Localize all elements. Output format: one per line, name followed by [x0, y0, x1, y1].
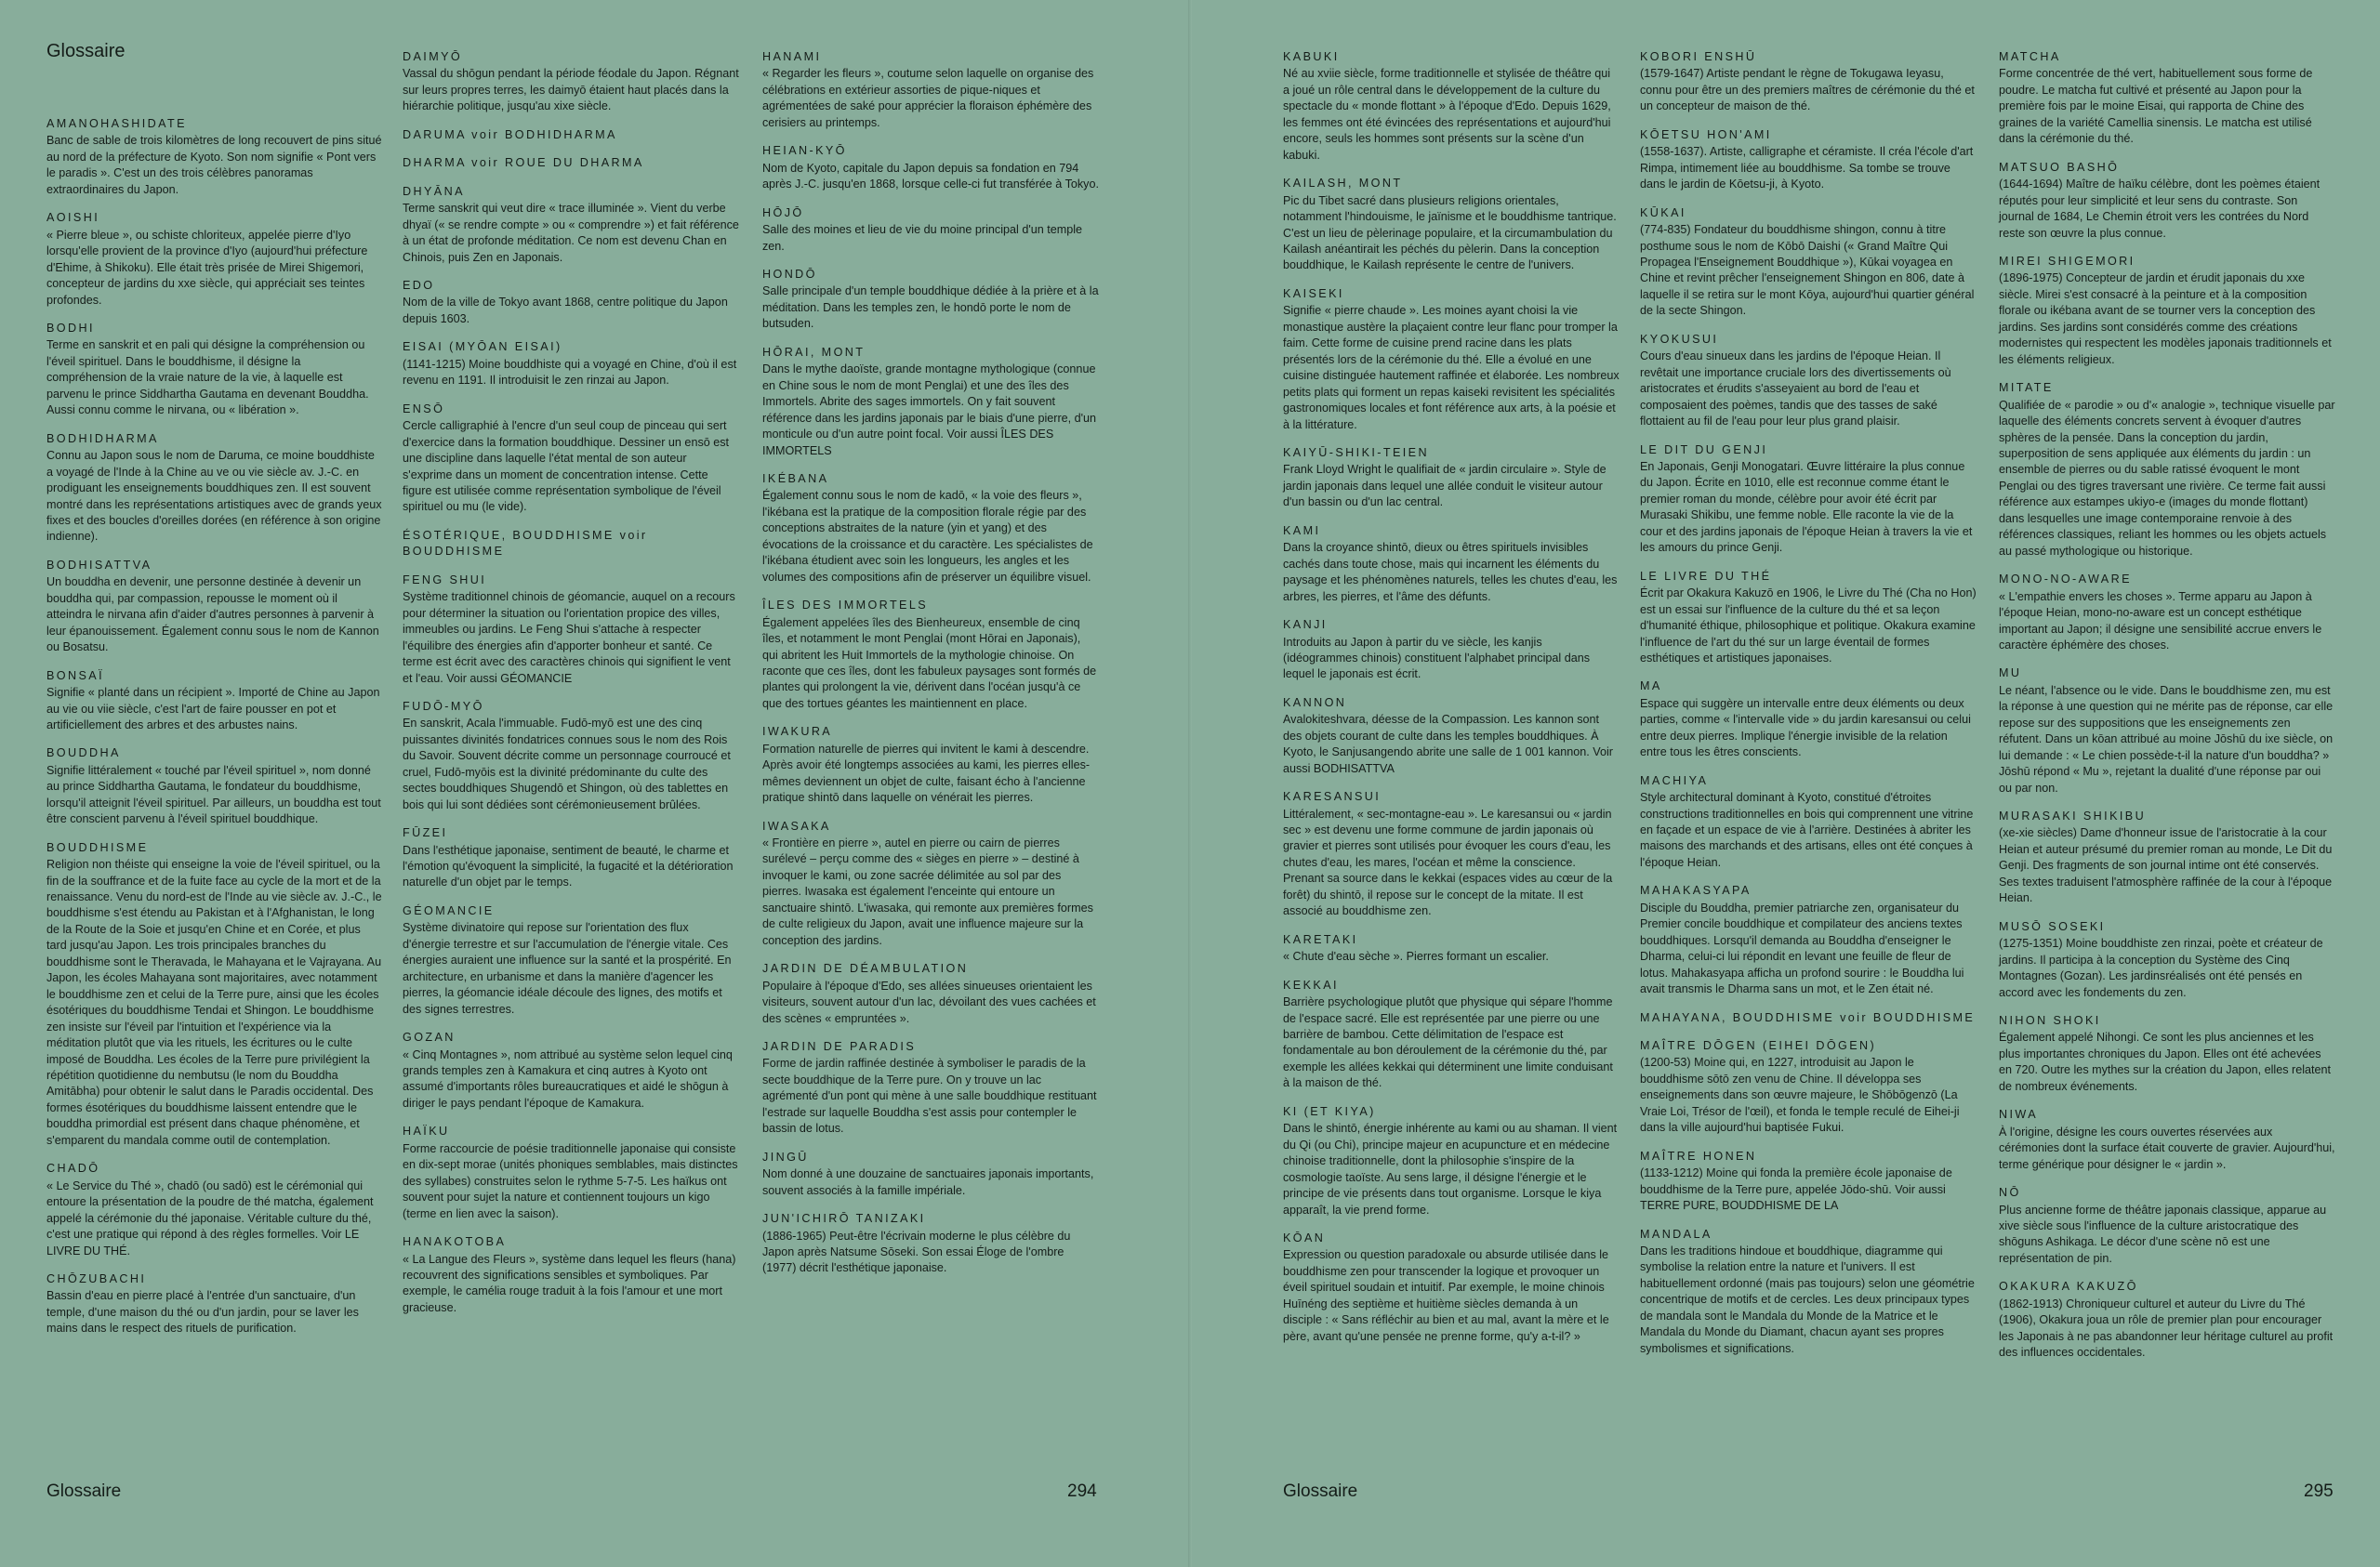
- glossary-term: ENSŌ: [403, 402, 445, 415]
- glossary-entry: [403, 573, 739, 687]
- glossary-definition: Nom de la ville de Tokyo avant 1868, centre politique du Japon depuis 1603.: [403, 296, 728, 325]
- glossary-entry: [1640, 332, 1977, 430]
- glossary-entry: [46, 668, 383, 734]
- glossary-term: MAHAYANA, BOUDDHISME voir BOUDDHISME: [1640, 1010, 1976, 1024]
- glossary-entry: [1640, 1038, 1977, 1137]
- glossary-definition: « Chute d'eau sèche ». Pierres formant un escalier.: [1283, 950, 1549, 964]
- glossary-entry: [46, 1271, 383, 1337]
- glossary-entry: [46, 210, 383, 309]
- glossary-entry: [1999, 1279, 2335, 1361]
- page-number: 295: [2304, 1481, 2334, 1501]
- glossary-term: KŪKAI: [1640, 205, 1686, 219]
- glossary-definition: Banc de sable de trois kilomètres de long recouvert de pins situé au nord de la préfecture de Kyoto. Son nom signifie « Pont vers le paradis ». C'est un des trois célèbres panoramas extraordinaires du Japon.: [46, 134, 382, 196]
- glossary-definition: Dans l'esthétique japonaise, sentiment de beauté, le charme et l'émotion qu'évoquent la simplicité, la fugacité et la détérioration naturelle d'un objet par le temps.: [403, 843, 734, 889]
- glossary-column-5: [1640, 49, 1977, 1369]
- glossary-term: DAIMYŌ: [403, 50, 463, 63]
- glossary-entry: [762, 267, 1099, 333]
- glossary-entry: [46, 558, 383, 656]
- glossary-entry: [762, 143, 1099, 192]
- glossary-column-2: [403, 49, 739, 1328]
- glossary-definition: Également appelé Nihongi. Ce sont les plus anciennes et les plus importantes chroniques du Japon. Elles ont été achevées en 720. Outre les mythes sur la création du Japon, elles relatent de nombreux événements.: [1999, 1031, 2332, 1093]
- glossary-term: IWAKURA: [762, 725, 833, 739]
- glossary-definition: « L'empathie envers les choses ». Terme apparu au Japon à l'époque Heian, mono-no-aware est un concept esthétique important au Japon; il désigne une sensibilité accrue envers le caractère éphémère des choses.: [1999, 589, 2322, 652]
- glossary-term: MURASAKI SHIKIBU: [1999, 810, 2147, 823]
- glossary-entry: [403, 699, 739, 813]
- glossary-definition: Introduits au Japon à partir du ve siècle, les kanjis (idéogrammes chinois) constituent l'alphabet principal dans lequel le japonais est écrit.: [1283, 635, 1591, 681]
- glossary-definition: À l'origine, désigne les cours ouvertes réservées aux cérémonies dont la surface était couverte de gravier. Aujourd'hui, terme générique pour désigner le « jardin ».: [1999, 1125, 2335, 1171]
- glossary-definition: Plus ancienne forme de théâtre japonais classique, apparue au xive siècle sous l'influence de la culture aristocratique des shōguns Ashikaga. Le décor d'une scène nō est une représentation de pin.: [1999, 1203, 2327, 1265]
- glossary-definition: Le néant, l'absence ou le vide. Dans le bouddhisme zen, mu est la réponse à une question qui ne mérite pas de réponse, car elle repose sur des suppositions que les enseignements zen réfutent. Dans un kōan attribué au moine Jōshū du ixe siècle, on lui demande : « Le chien possède-t-il la nature d'un bouddha? » Jōshū répond « Mu », rejetant la dualité d'une réponse par oui ou par non.: [1999, 683, 2334, 795]
- glossary-entry: [1999, 380, 2335, 560]
- glossary-entry: [1283, 932, 1620, 966]
- glossary-entry: [403, 155, 739, 171]
- glossary-term: BOUDDHA: [46, 746, 121, 760]
- glossary-definition: En sanskrit, Acala l'immuable. Fudō-myō est une des cinq puissantes divinités fondatrices connues sous le nom des Rois du Savoir. Souvent décrite comme un personnage courroucé et cruel, Fudō-myōis est la divinité prédominante du culte des sectes bouddhiques Shugendō et Shingon, où des tablettes en bois qui lui sont dédiées sont cérémonieusement brûlées.: [403, 717, 731, 811]
- glossary-term: KŌAN: [1283, 1231, 1326, 1244]
- glossary-entry: [46, 1161, 383, 1259]
- glossary-entry: [1999, 254, 2335, 368]
- glossary-term: LE LIVRE DU THÉ: [1640, 569, 1772, 583]
- glossary-definition: « Le Service du Thé », chadō (ou sadō) est le cérémonial qui entoure la présentation de la poudre de thé matcha, également appelé la cérémonie du thé japonaise. Véritable culture du thé, c'est une pratique qui répond à des règles formelles. Voir LE LIVRE DU THÉ.: [46, 1179, 374, 1258]
- glossary-definition: Formation naturelle de pierres qui invitent le kami à descendre. Après avoir été longtemps associées au kami, les pierres elles-mêmes deviennent un objet de culte, faisant écho à l'ancienne pratique shintō dans laquelle on vénérait les pierres.: [762, 742, 1091, 805]
- glossary-term: KAIYŪ-SHIKI-TEIEN: [1283, 445, 1429, 459]
- glossary-definition: Dans le mythe daoïste, grande montagne mythologique (connue en Chine sous le nom de mont Penglai) et une des îles des Immortels. Abrite des sages immortels. On y fait souvent référence dans les jardins japonais par le biais d'une pierre, d'un monticule ou d'un autre point focal. Voir aussi ÎLES DES IMMORTELS: [762, 362, 1097, 457]
- glossary-term: GOZAN: [403, 1031, 456, 1045]
- glossary-definition: Terme sanskrit qui veut dire « trace illuminée ». Vient du verbe dhyaï (« se rendre compte » ou « comprendre ») et fait référence à un état de profonde méditation. Ce nom est devenu Chan en Chinois, puis Zen en Japonais.: [403, 202, 739, 264]
- glossary-definition: Salle des moines et lieu de vie du moine principal d'un temple zen.: [762, 223, 1083, 253]
- glossary-definition: Expression ou question paradoxale ou absurde utilisée dans le bouddhisme zen pour transcender la logique et provoquer un éveil spirituel soudain et intuitif. Par exemple, le moine chinois Huīnéng des septième et huitième siècles demanda à un disciple : « Sans réfléchir au bien et au mal, avant la mère et le père, avant qu'une pensée ne prenne forme, qu'y a-t-il? »: [1283, 1248, 1609, 1343]
- glossary-definition: Qualifiée de « parodie » ou d'« analogie », technique visuelle par laquelle des éléments concrets servent à évoquer d'autres sphères de la pensée. Dans la conception du jardin, superposition de sens appliquée aux éléments du jardin : un ensemble de pierres ou du sable ratissé évoquent le mont Penglai ou des tigres traversant une rivière. Ce terme fait aussi référence aux estampes ukiyo-e (images du monde flottant) dans lesquelles une image contemporaine renvoie à des références classiques, reliant les hommes ou les objets actuels au passé mythologique ou historique.: [1999, 398, 2335, 558]
- glossary-definition: (1141-1215) Moine bouddhiste qui a voyagé en Chine, d'où il est revenu en 1191. Il introduisit le zen rinzai au Japon.: [403, 357, 737, 388]
- glossary-term: BOUDDHISME: [46, 840, 149, 854]
- glossary-entry: [403, 49, 739, 115]
- glossary-entry: [403, 1124, 739, 1222]
- glossary-definition: Religion non théiste qui enseigne la voie de l'éveil spirituel, ou la fin de la souffrance et de la fuite face au cycle de la mort et de la renaissance. Venu du nord-est de l'Inde au vie siècle av. J.-C., le bouddhisme s'est étendu au Pakistan et à l'Afghanistan, le long de la Route de la Soie et jusqu'en Chine et en Corée, et plus tard jusqu'au Japon. Les trois principales branches du bouddhisme sont le Theravada, le Mahayana et le Vajrayana. Au Japon, les écoles Mahayana sont majoritaires, avec notamment le bouddhisme zen et celui de la Terre pure, ainsi que les écoles ésotériques du bouddhisme Tendai et Shingon. Le bouddhisme zen insiste sur l'éveil par l'intuition et l'expérience via la méditation plutôt que via les rituels, les écritures ou le culte imposé de Bouddha. Les écoles de la Terre pure privilégient la répétition quotidienne du nembutsu (le nom du Bouddha Amitābha) pour obtenir le salut dans le Paradis occidental. Des formes ésotériques du bouddhisme laissent entendre que le bouddha primordial est présent dans chaque phénomène, et s'emparent du mandala comme outil de contemplation.: [46, 858, 382, 1147]
- glossary-entry: [1999, 919, 2335, 1001]
- glossary-definition: Signifie « pierre chaude ». Les moines ayant choisi la vie monastique austère la plaçaient contre leur flanc pour tromper la faim. Cette forme de cuisine prend racine dans les plats présentés lors de la cérémonie du thé. Elle a évolué en une cuisine distinguée hautement raffinée et élaborée. Les nombreux petits plats qui forment un repas kaiseki revisitent les spécialités gastronomiques locales et font référence aux arts, à la poésie et à la littérature.: [1283, 304, 1620, 431]
- glossary-term: ÉSOTÉRIQUE, BOUDDHISME voir BOUDDHISME: [403, 528, 648, 559]
- glossary-entry: [1640, 1227, 1977, 1358]
- glossary-definition: (1644-1694) Maître de haïku célèbre, dont les poèmes étaient réputés pour leur simplicité et leur sens du contraste. Son journal de 1684, Le Chemin étroit vers les contrées du Nord reste son œuvre la plus connue.: [1999, 178, 2320, 240]
- glossary-column-6: [1999, 49, 2335, 1374]
- glossary-term: KI (ET KIYA): [1283, 1104, 1376, 1118]
- glossary-term: MAÎTRE DŌGEN (EIHEI DŌGEN): [1640, 1039, 1877, 1053]
- glossary-definition: Barrière psychologique plutôt que physique qui sépare l'homme de l'espace sacré. Elle est représentée par une pierre ou une barrière de bambou. Cette délimitation de l'espace est fondamentale au bon déroulement de la cérémonie du thé, par exemple les allées kekkai qui déterminent une limite conduisant à la maison de thé.: [1283, 995, 1613, 1090]
- glossary-term: BODHI: [46, 321, 95, 335]
- glossary-definition: Système divinatoire qui repose sur l'orientation des flux d'énergie terrestre et sur l'accumulation de l'énergie vitale. Ces énergies auraient une influence sur la santé et la prospérité. En architecture, en urbanisme et dans la manière d'agencer les pierres, la géomancie idéale découle des lignes, des motifs et des signes terrestres.: [403, 921, 732, 1016]
- glossary-entry: [403, 402, 739, 516]
- glossary-entry: [403, 1030, 739, 1112]
- glossary-definition: (1886-1965) Peut-être l'écrivain moderne le plus célèbre du Japon après Natsume Sōseki. Son essai Éloge de l'ombre (1977) décrit l'esthétique japonaise.: [762, 1229, 1071, 1275]
- glossary-term: KARETAKI: [1283, 932, 1358, 946]
- glossary-entry: [403, 127, 739, 143]
- glossary-entry: [1640, 773, 1977, 872]
- glossary-term: MITATE: [1999, 381, 2054, 395]
- glossary-entry: [1640, 127, 1977, 193]
- glossary-term: HONDŌ: [762, 267, 817, 281]
- glossary-definition: Disciple du Bouddha, premier patriarche zen, organisateur du Premier concile bouddhique et compilateur des anciens textes bouddhiques. Lorsqu'il demanda au Bouddha d'enseigner le Dharma, celui-ci lui répondit en levant une feuille de fleur de lotus. Mahakasyapa afficha un profond sourire : le Bouddha lui avait transmis le Dharma sans un mot, et le Zen était né.: [1640, 901, 1964, 996]
- glossary-entry: [1640, 442, 1977, 557]
- glossary-definition: (1579-1647) Artiste pendant le règne de Tokugawa Ieyasu, connu pour être un des premiers maîtres de cérémonie du thé et un concepteur de maison de thé.: [1640, 67, 1975, 113]
- glossary-entry: [1283, 978, 1620, 1092]
- glossary-definition: « Pierre bleue », ou schiste chloriteux, appelée pierre d'Iyo lorsqu'elle provient de la province d'Iyo (aujourd'hui préfecture d'Ehime, à Shikoku). Elle était très prisée de Mirei Shigemori, concepteur de jardins du xxe siècle, qui appréciait ses teintes profondes.: [46, 228, 368, 307]
- glossary-entry: [46, 840, 383, 1150]
- glossary-entry: [762, 724, 1099, 806]
- glossary-entry: [1640, 678, 1977, 760]
- glossary-entry: [1283, 286, 1620, 433]
- glossary-definition: Salle principale d'un temple bouddhique dédiée à la prière et à la méditation. Dans les temples zen, le hondō porte le nom de butsuden.: [762, 284, 1099, 331]
- glossary-term: NŌ: [1999, 1186, 2021, 1200]
- glossary-definition: Cours d'eau sinueux dans les jardins de l'époque Heian. Il revêtait une importance cruciale lors des divertissements où aristocrates et érudits s'asseyaient au bord de l'eau et composaient des poèmes, tandis que des tasses de saké flottaient au fil de l'eau pour leur plus grand plaisir.: [1640, 349, 1951, 428]
- glossary-definition: Forme de jardin raffinée destinée à symboliser le paradis de la secte bouddhique de la Terre pure. On y trouve un lac agrémenté d'un pont qui mène à une salle bouddhique restituant l'estrade sur laquelle Bouddha s'est assis pour contempler le bassin de lotus.: [762, 1057, 1097, 1136]
- glossary-term: DHARMA voir ROUE DU DHARMA: [403, 156, 644, 170]
- glossary-term: MU: [1999, 666, 2022, 680]
- running-head: Glossaire: [46, 41, 126, 61]
- glossary-definition: Style architectural dominant à Kyoto, constitué d'étroites constructions traditionnelles en bois qui comprennent une vitrine en façade et un espace de vie à l'arrière. Destinées à abriter les maisons des marchands et des artisans, elles ont été conçues à l'époque Heian.: [1640, 791, 1974, 869]
- glossary-definition: (774-835) Fondateur du bouddhisme shingon, connu à titre posthume sous le nom de Kōbō Daishi (« Grand Maître Qui Propagea l'Enseignement Bouddhique »), Kūkai voyagea en Chine et revint prêcher l'enseignement Shingon en 806, date à laquelle il se retira sur le mont Kōya, aujourd'hui quartier général de la secte Shingon.: [1640, 223, 1975, 318]
- glossary-column-3: [762, 49, 1099, 1289]
- glossary-definition: Nom de Kyoto, capitale du Japon depuis sa fondation en 794 après J.-C. jusqu'en 1868, lorsque celle-ci fut transférée à Tokyo.: [762, 161, 1099, 191]
- glossary-entry: [1999, 809, 2335, 907]
- footer-title: Glossaire: [46, 1481, 122, 1501]
- glossary-term: DHYĀNA: [403, 184, 465, 198]
- glossary-term: CHŌZUBACHI: [46, 1272, 147, 1285]
- glossary-term: KABUKI: [1283, 50, 1340, 63]
- glossary-entry: [403, 278, 739, 327]
- glossary-definition: Connu au Japon sous le nom de Daruma, ce moine bouddhiste a voyagé de l'Inde à la Chine au ve ou vie siècle av. J.-C. en prodiguant les enseignements bouddhiques zen. Il est souvent montré dans les représentations artistiques avec de grands yeux fixes et des boucles d'oreilles dorées (en référence à son origine indienne).: [46, 449, 382, 544]
- glossary-term: JINGŪ: [762, 1150, 809, 1164]
- glossary-term: GÉOMANCIE: [403, 903, 495, 917]
- glossary-definition: Dans les traditions hindoue et bouddhique, diagramme qui symbolise la relation entre la nature et l'univers. Il est habituellement ordonné (mais pas toujours) selon une géométrie concentrique de motifs et de cercles. Les deux principaux types de mandala sont le Mandala du Monde de la Matrice et le Mandala du Monde du Diamant, chacun ayant ses propres symbolismes et significations.: [1640, 1244, 1975, 1355]
- glossary-term: IKÉBANA: [762, 471, 829, 485]
- glossary-entry: [1283, 789, 1620, 920]
- glossary-definition: (1862-1913) Chroniqueur culturel et auteur du Livre du Thé (1906), Okakura joua un rôle de premier plan pour encourager les Japonais à ne pas abandonner leur héritage culturel au profit des influences occidentales.: [1999, 1297, 2334, 1360]
- glossary-entry: [1283, 523, 1620, 605]
- glossary-definition: Nom donné à une douzaine de sanctuaires japonais importants, souvent associés à la famille impériale.: [762, 1167, 1094, 1197]
- right-page: [1192, 0, 2380, 1567]
- glossary-term: CHADŌ: [46, 1162, 100, 1176]
- glossary-definition: « Regarder les fleurs », coutume selon laquelle on organise des célébrations en extérieur assorties de pique-niques et agrémentées de saké pour apprécier la floraison éphémère des cerisiers au printemps.: [762, 67, 1094, 129]
- glossary-term: KAILASH, MONT: [1283, 177, 1403, 191]
- glossary-term: JARDIN DE DÉAMBULATION: [762, 962, 969, 976]
- glossary-entry: [762, 205, 1099, 255]
- glossary-entry: [403, 339, 739, 388]
- glossary-term: EISAI (MYŌAN EISAI): [403, 340, 562, 354]
- glossary-term: FŪZEI: [403, 826, 448, 840]
- glossary-entry: [1283, 695, 1620, 777]
- glossary-term: HANAMI: [762, 50, 822, 63]
- glossary-definition: Espace qui suggère un intervalle entre deux éléments ou deux parties, comme « l'intervalle vide » du jardin karesansui ou celui entre deux pierres. Implique l'énergie invisible de la relation entre tous les êtres conscients.: [1640, 696, 1971, 759]
- glossary-definition: Frank Lloyd Wright le qualifiait de « jardin circulaire ». Style de jardin japonais dans lequel une allée conduit le visiteur autour d'un bassin ou d'un lac central.: [1283, 463, 1606, 509]
- glossary-term: HAÏKU: [403, 1125, 450, 1139]
- glossary-term: BODHISATTVA: [46, 558, 152, 572]
- glossary-term: ÎLES DES IMMORTELS: [762, 599, 929, 612]
- glossary-entry: [403, 903, 739, 1018]
- glossary-entry: [1640, 49, 1977, 115]
- glossary-definition: (1200-53) Moine qui, en 1227, introduisit au Japon le bouddhisme sōtō zen venu de Chine. Il développa ses enseignements dans son œuvre majeure, le Shōbōgenzō (La Vraie Loi, Trésor de l'œil), et fonda le temple reculé de Eihei-ji dans la ville aujourd'hui baptisée Fukui.: [1640, 1056, 1960, 1135]
- footer-title: Glossaire: [1283, 1481, 1358, 1501]
- glossary-entry: [762, 1150, 1099, 1199]
- glossary-definition: Cercle calligraphié à l'encre d'un seul coup de pinceau qui sert d'exercice dans la formation bouddhique. Dessiner un ensō est une discipline dans laquelle l'état mental de son auteur s'exprime dans un moment de concentration intense. Cette figure est utilisée comme représentation symbolique de l'éveil spirituel ou mu (le vide).: [403, 419, 730, 514]
- glossary-term: KARESANSUI: [1283, 790, 1382, 804]
- glossary-entry: [1283, 1231, 1620, 1345]
- glossary-column-1: [46, 116, 383, 1350]
- glossary-term: MIREI SHIGEMORI: [1999, 254, 2135, 268]
- glossary-definition: (1133-1212) Moine qui fonda la première école japonaise de bouddhisme de la Terre pure, appelée Jōdo-shū. Voir aussi TERRE PURE, BOUDDHISME DE LA: [1640, 1166, 1952, 1213]
- glossary-definition: Avalokiteshvara, déesse de la Compassion. Les kannon sont des objets courant de culte dans les temples bouddhiques. À Kyoto, le Sanjusangendo abrite une salle de 1 001 kannon. Voir aussi BODHISATTVA: [1283, 713, 1613, 775]
- glossary-entry: [1283, 617, 1620, 683]
- glossary-term: MATSUO BASHŌ: [1999, 160, 2120, 174]
- glossary-term: HEIAN-KYŌ: [762, 144, 847, 158]
- glossary-term: OKAKURA KAKUZŌ: [1999, 1280, 2138, 1294]
- glossary-definition: Populaire à l'époque d'Edo, ses allées sinueuses orientaient les visiteurs, souvent autour d'un lac, dévoilant des vues cachées et des scènes « empruntées ».: [762, 979, 1096, 1025]
- glossary-entry: [403, 825, 739, 891]
- glossary-term: HŌJŌ: [762, 205, 804, 219]
- glossary-term: LE DIT DU GENJI: [1640, 442, 1768, 456]
- glossary-term: MACHIYA: [1640, 773, 1709, 787]
- glossary-entry: [762, 819, 1099, 950]
- glossary-term: KYOKUSUI: [1640, 332, 1719, 346]
- glossary-definition: Littéralement, « sec-montagne-eau ». Le karesansui ou « jardin sec » est devenu une forme commune de jardin japonais où gravier et pierres sont utilisés pour évoquer les cours d'eau, les chutes d'eau, les mares, l'océan et même la conscience. Prenant sa source dans le kekkai (espaces vides au cœur de la forêt) du shintō, il repose sur le concept de la mitate. Il est associé au bouddhisme zen.: [1283, 807, 1613, 918]
- glossary-term: KAMI: [1283, 523, 1321, 537]
- glossary-term: KEKKAI: [1283, 978, 1339, 992]
- glossary-entry: [1999, 1185, 2335, 1267]
- glossary-entry: [762, 471, 1099, 586]
- glossary-definition: Vassal du shōgun pendant la période féodale du Japon. Régnant sur leurs propres terres, les daimyō étaient haut placés dans la hiérarchie politique, jusqu'au xixe siècle.: [403, 67, 739, 113]
- glossary-term: KOBORI ENSHŪ: [1640, 50, 1757, 63]
- glossary-entry: [46, 745, 383, 827]
- glossary-definition: « Cinq Montagnes », nom attribué au système selon lequel cinq grands temples zen à Kamakura et cinq autres à Kyoto ont assumé d'importants rôles bureaucratiques et aidé le shōgun à diriger le pays pendant l'époque de Kamakura.: [403, 1047, 733, 1110]
- left-page: [0, 0, 1188, 1567]
- glossary-entry: [1640, 1149, 1977, 1215]
- glossary-term: JARDIN DE PARADIS: [762, 1040, 917, 1054]
- glossary-term: MAHAKASYAPA: [1640, 884, 1752, 898]
- glossary-term: NIWA: [1999, 1108, 2039, 1122]
- glossary-term: IWASAKA: [762, 819, 831, 833]
- glossary-entry: [1283, 445, 1620, 511]
- glossary-term: MONO-NO-AWARE: [1999, 573, 2132, 586]
- glossary-definition: Bassin d'eau en pierre placé à l'entrée d'un sanctuaire, d'un temple, d'une maison du thé ou d'un jardin, pour se laver les mains dans le respect des rituels de purification.: [46, 1289, 359, 1336]
- glossary-entry: [46, 321, 383, 419]
- glossary-term: MAÎTRE HONEN: [1640, 1149, 1757, 1163]
- glossary-term: KAISEKI: [1283, 286, 1344, 300]
- glossary-entry: [762, 49, 1099, 131]
- glossary-entry: [46, 116, 383, 198]
- glossary-entry: [1999, 665, 2335, 797]
- glossary-entry: [1640, 883, 1977, 997]
- glossary-column-4: [1283, 49, 1620, 1357]
- glossary-entry: [403, 184, 739, 266]
- glossary-entry: [762, 345, 1099, 459]
- glossary-term: KANJI: [1283, 618, 1328, 632]
- glossary-entry: [403, 528, 739, 560]
- glossary-term: HANAKOTOBA: [403, 1235, 507, 1249]
- glossary-definition: (1896-1975) Concepteur de jardin et érudit japonais du xxe siècle. Mirei s'est consacré à la peinture et à la composition florale ou ikébana avant de se tourner vers la conception des jardins. Ses jardins sont considérés comme des créations modernistes qui respectent les modèles japonais traditionnels et les éléments religieux.: [1999, 271, 2332, 366]
- glossary-entry: [1640, 1010, 1977, 1026]
- glossary-entry: [1999, 1013, 2335, 1095]
- glossary-definition: Signifie « planté dans un récipient ». Importé de Chine au Japon au vie ou viie siècle, c'est l'art de faire pousser en pot et artificiellement des arbres et des arbustes nains.: [46, 686, 380, 731]
- glossary-definition: (1275-1351) Moine bouddhiste zen rinzai, poète et créateur de jardins. Il participa à la conception du Système des Cinq Montagnes (Gozan). Les jardinsréalisés ont été pensés en accord avec les fondements du zen.: [1999, 937, 2323, 999]
- glossary-term: EDO: [403, 278, 435, 292]
- glossary-term: NIHON SHOKI: [1999, 1014, 2101, 1028]
- glossary-entry: [762, 961, 1099, 1027]
- glossary-definition: Également connu sous le nom de kadō, « la voie des fleurs », l'ikébana est la pratique de la composition florale régie par des conceptions abstraites de la nature (yin et yang) et des évocations de la croissance et du caractère. Les spécialistes de l'ikébana étudient avec soin les longueurs, les angles et les volumes des compositions afin de préserver un équilibre visuel.: [762, 489, 1093, 584]
- glossary-definition: Pic du Tibet sacré dans plusieurs religions orientales, notamment l'hindouisme, le jaïnisme et le bouddhisme tantrique. C'est un lieu de pèlerinage populaire, et la circumambulation du Kailash anéantirait les péchés du pèlerin. Dans la conception bouddhique, le Kailash représente le centre de l'univers.: [1283, 193, 1617, 272]
- glossary-term: HŌRAI, MONT: [762, 345, 866, 359]
- glossary-entry: [1640, 569, 1977, 667]
- glossary-term: FENG SHUI: [403, 573, 487, 586]
- glossary-definition: Un bouddha en devenir, une personne destinée à devenir un bouddha qui, par compassion, repousse le moment où il atteindra le nirvana afin d'aider d'autres personnes à parvenir à leur épanouissement. Également connu sous le nom de Kannon ou Bosatsu.: [46, 575, 379, 654]
- glossary-entry: [1999, 1107, 2335, 1173]
- glossary-definition: (1558-1637). Artiste, calligraphe et céramiste. Il créa l'école d'art Rimpa, intimement liée au bouddhisme. Sa tombe se trouve dans le jardin de Kōetsu-ji, à Kyoto.: [1640, 145, 1974, 191]
- glossary-entry: [1999, 49, 2335, 148]
- glossary-term: BONSAÏ: [46, 668, 104, 682]
- glossary-definition: Forme raccourcie de poésie traditionnelle japonaise qui consiste en dix-sept morae (unités phoniques semblables, mais distinctes des syllabes) construites selon le rythme 5-7-5. Les haïkus ont souvent pour sujet la nature et contiennent toujours un kigo (terme en lien avec la saison).: [403, 1141, 738, 1220]
- glossary-entry: [762, 598, 1099, 712]
- glossary-entry: [1999, 160, 2335, 242]
- glossary-term: AOISHI: [46, 211, 100, 225]
- glossary-term: MUSŌ SOSEKI: [1999, 919, 2106, 933]
- glossary-definition: (xe-xie siècles) Dame d'honneur issue de l'aristocratie à la cour Heian et auteur présumé du premier roman au monde, Le Dit du Genji. Des fragments de son journal intime ont été conservés. Ses textes traduisent l'atmosphère raffinée de la cour à l'époque Heian.: [1999, 826, 2333, 905]
- glossary-term: FUDŌ-MYŌ: [403, 699, 484, 713]
- glossary-definition: Dans le shintō, énergie inhérente au kami ou au shaman. Il vient du Qi (ou Chi), principe majeur en acupuncture et en médecine chinoise traditionnelle, dont la philosophie s'inspire de la cosmologie taoïste. Au sens large, il désigne l'énergie et le principe de vie présents dans tout organisme. Lorsque le kiya apparaît, la vie prend forme.: [1283, 1122, 1618, 1217]
- glossary-term: BODHIDHARMA: [46, 431, 159, 445]
- glossary-entry: [46, 431, 383, 546]
- glossary-definition: Système traditionnel chinois de géomancie, auquel on a recours pour déterminer la situation ou l'orientation propice des villes, immeubles ou jardins. Le Feng Shui s'attache à respecter l'équilibre des énergies afin d'apporter bonheur et santé. Ce terme est écrit avec des caractères chinois qui signifient le vent et l'eau. Voir aussi GÉOMANCIE: [403, 590, 735, 685]
- glossary-definition: Forme concentrée de thé vert, habituellement sous forme de poudre. Le matcha fut cultivé et présenté au Japon pour la première fois par le moine Eisai, qui rapporta de Chine des graines de la variété Camellia sinensis. Le matcha est utilisé dans la cérémonie du thé.: [1999, 67, 2313, 146]
- page-number: 294: [1067, 1481, 1097, 1501]
- glossary-entry: [1283, 176, 1620, 274]
- glossary-term: KŌETSU HON'AMI: [1640, 127, 1772, 141]
- glossary-definition: En Japonais, Genji Monogatari. Œuvre littéraire la plus connue du Japon. Écrite en 1010, elle est reconnue comme étant le premier roman du monde, célèbre pour avoir été écrit par Murasaki Shikibu, une femme noble. Elle raconte la vie de la cour et des jardins japonais de l'époque Heian à travers la vie et les amours du prince Genji.: [1640, 459, 1973, 555]
- glossary-entry: [762, 1211, 1099, 1277]
- glossary-entry: [1283, 1104, 1620, 1218]
- glossary-definition: Dans la croyance shintō, dieux ou êtres spirituels invisibles cachés dans toute chose, mais qui incarnent les éléments du paysage et les phénomènes naturels, telles les chutes d'eau, les arbres, les pierres, et l'âme des défunts.: [1283, 541, 1618, 603]
- glossary-term: MANDALA: [1640, 1227, 1712, 1241]
- glossary-definition: « Frontière en pierre », autel en pierre ou cairn de pierres surélevé – perçu comme des « sièges en pierre » – destiné à invoquer le kami, ou zone sacrée délimitée au sol par des pierres. Iwasaka est également l'enceinte qui entoure un sanctuaire shintō. L'iwasaka, qui remonte aux premières formes de culte religieux du Japon, avait une influence majeure sur la conception des jardins.: [762, 836, 1093, 947]
- glossary-term: MATCHA: [1999, 50, 2061, 63]
- glossary-definition: « La Langue des Fleurs », système dans lequel les fleurs (hana) recouvrent des significations sensibles et symboliques. Par exemple, le camélia rouge traduit à la fois l'amour et une mort gracieuse.: [403, 1252, 736, 1314]
- glossary-entry: [762, 1039, 1099, 1138]
- glossary-term: AMANOHASHIDATE: [46, 117, 187, 130]
- glossary-entry: [403, 1234, 739, 1316]
- glossary-entry: [1640, 205, 1977, 320]
- glossary-term: KANNON: [1283, 695, 1347, 709]
- glossary-entry: [1283, 49, 1620, 164]
- glossary-definition: Signifie littéralement « touché par l'éveil spirituel », nom donné au prince Siddhartha Gautama, le fondateur du bouddhisme, lorsqu'il atteignit l'éveil spirituel. Par ailleurs, un bouddha est tout être conscient parvenu à l'éveil spirituel bouddhique.: [46, 763, 381, 826]
- glossary-term: MA: [1640, 679, 1662, 693]
- glossary-entry: [1999, 572, 2335, 653]
- glossary-term: DARUMA voir BODHIDHARMA: [403, 127, 617, 141]
- glossary-definition: Écrit par Okakura Kakuzō en 1906, le Livre du Thé (Cha no Hon) est un essai sur l'influence de la culture du thé et sa leçon d'humanité éthique, philosophique et politique. Okakura examine l'influence de l'art du thé sur un large éventail de formes esthétiques et artistiques japonaises.: [1640, 586, 1977, 665]
- glossary-definition: Également appelées îles des Bienheureux, ensemble de cinq îles, et notamment le mont Penglai (mont Hōrai en Japonais), qui abritent les Huit Immortels de la mythologie chinoise. On raconte que ces îles, dont les fabuleux paysages sont formés de plantes qui prolongent la vie, dérivent dans l'océan jusqu'à ce que des tortues géantes les maintiennent en place.: [762, 615, 1097, 710]
- glossary-definition: Né au xviie siècle, forme traditionnelle et stylisée de théâtre qui a joué un rôle central dans le développement de la culture du spectacle du « monde flottant » à l'époque d'Edo. Depuis 1629, les femmes ont été évincées des représentations et aujourd'hui encore, seuls les hommes sont présents sur la scène d'un kabuki.: [1283, 67, 1611, 162]
- glossary-term: JUN'ICHIRŌ TANIZAKI: [762, 1212, 926, 1226]
- glossary-definition: Terme en sanskrit et en pali qui désigne la compréhension ou l'éveil spirituel. Dans le bouddhisme, il désigne la compréhension de la vraie nature de la vie, à laquelle est parvenu le prince Siddhartha Gautama en devenant Bouddha. Aussi connu comme le nirvana, ou « libération ».: [46, 338, 369, 417]
